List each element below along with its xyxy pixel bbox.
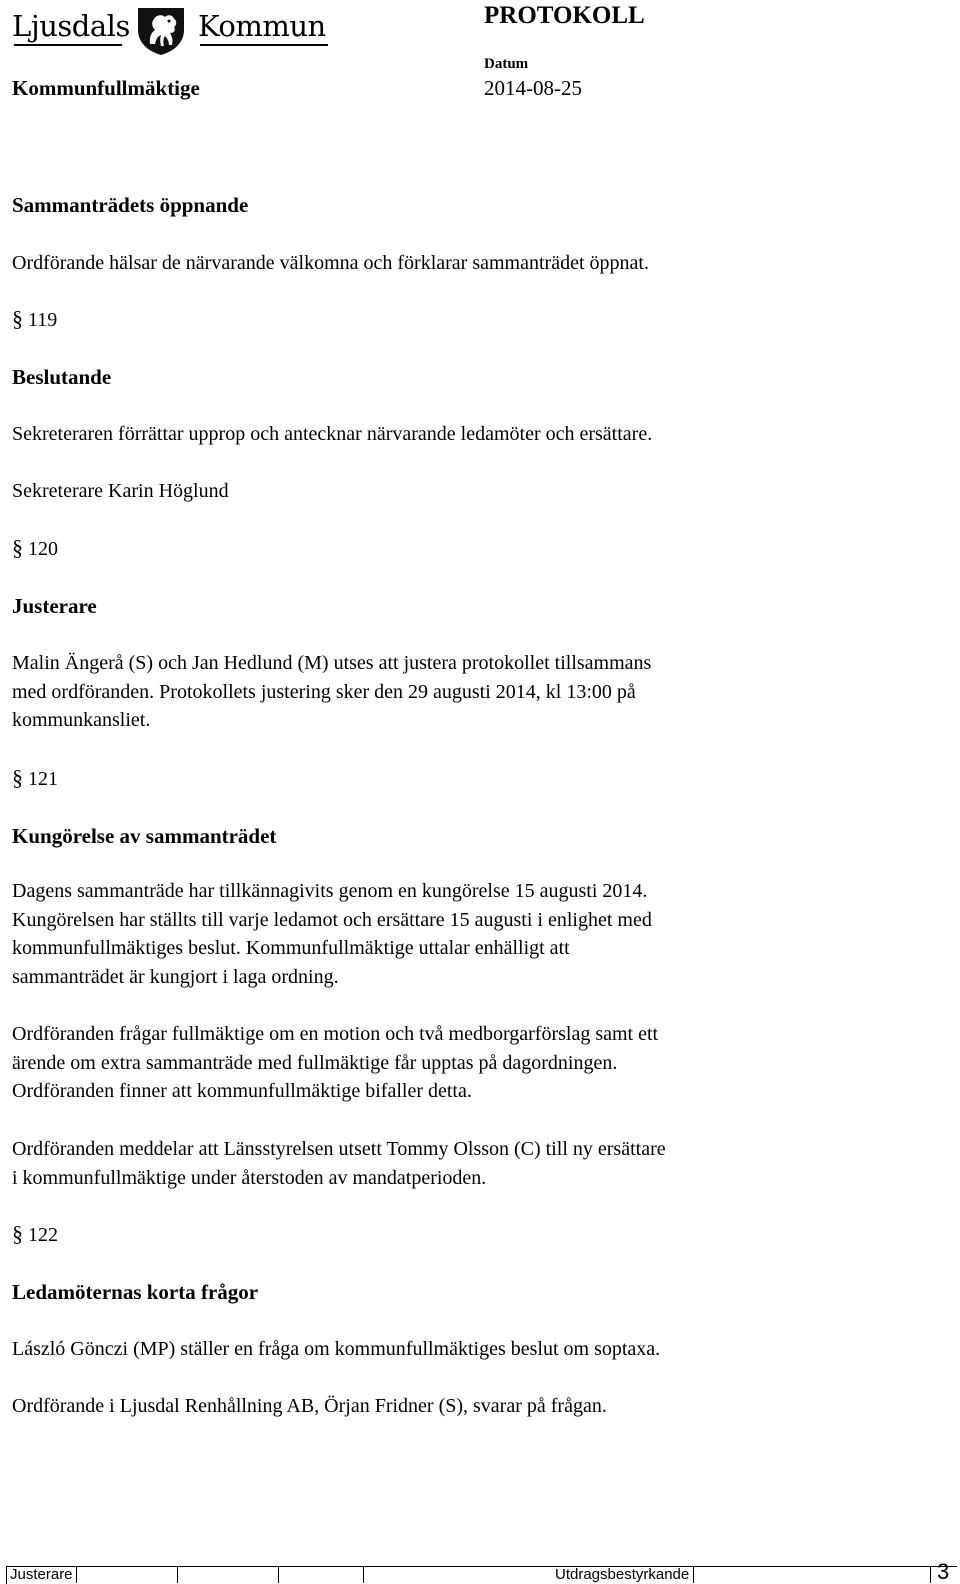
page-number: 3 bbox=[937, 1559, 950, 1584]
section-120-text bbox=[12, 649, 952, 735]
section-sign-icon: § bbox=[12, 1221, 23, 1246]
section-121-paragraph-1 bbox=[12, 877, 952, 992]
section-121-heading: Kungörelse av sammanträdet bbox=[12, 824, 277, 848]
lion-shield-icon bbox=[132, 4, 190, 56]
footer-divider bbox=[76, 1566, 77, 1583]
footer-justerare-label: Justerare bbox=[10, 1566, 73, 1583]
section-119-text: Sekreteraren förrättar upprop och antecknar närvarande ledamöter och ersättare. bbox=[12, 423, 653, 445]
footer-divider bbox=[278, 1566, 279, 1583]
section-number: 120 bbox=[28, 538, 58, 560]
footer-divider bbox=[363, 1566, 364, 1583]
section-122-paragraph-1: László Gönczi (MP) ställer en fråga om kommunfullmäktiges beslut om soptaxa. bbox=[12, 1338, 661, 1360]
logo-text-kommun: Kommun bbox=[198, 9, 326, 43]
body-name: Kommunfullmäktige bbox=[12, 76, 200, 100]
text-line: Malin Ängerå (S) och Jan Hedlund (M) utses att justera protokollet tillsammans bbox=[12, 652, 652, 674]
text-line: Ordföranden meddelar att Länsstyrelsen utsett Tommy Olsson (C) till ny ersättare bbox=[12, 1138, 666, 1160]
footer-divider bbox=[930, 1566, 931, 1583]
text-line: Ordföranden finner att kommunfullmäktige bifaller detta. bbox=[12, 1080, 472, 1103]
text-line: ärende om extra sammanträde med fullmäktige får upptas på dagordningen. bbox=[12, 1051, 618, 1074]
document-type: PROTOKOLL bbox=[484, 2, 645, 29]
section-number: 122 bbox=[28, 1224, 58, 1246]
opening-heading: Sammanträdets öppnande bbox=[12, 193, 249, 217]
section-120 bbox=[12, 534, 58, 563]
text-line: Ordföranden frågar fullmäktige om en motion och två medborgarförslag samt ett bbox=[12, 1023, 659, 1045]
section-119-secretary: Sekreterare Karin Höglund bbox=[12, 480, 229, 502]
section-number: 119 bbox=[28, 309, 58, 331]
text-line: Dagens sammanträde har tillkännagivits genom en kungörelse 15 augusti 2014. bbox=[12, 880, 648, 902]
section-119 bbox=[12, 305, 57, 334]
section-122 bbox=[12, 1220, 58, 1249]
text-line: i kommunfullmäktige under återstoden av mandatperioden. bbox=[12, 1166, 487, 1189]
footer-utdragsbestyrkande-label: Utdragsbestyrkande bbox=[555, 1566, 690, 1583]
section-sign-icon: § bbox=[12, 765, 23, 790]
text-line: kommunkansliet. bbox=[12, 709, 151, 732]
footer-box bbox=[6, 1566, 957, 1584]
logo-underline-right bbox=[200, 44, 328, 46]
section-122-heading: Ledamöternas korta frågor bbox=[12, 1280, 259, 1304]
footer-divider bbox=[693, 1566, 694, 1583]
opening-text: Ordförande hälsar de närvarande välkomna och förklarar sammanträdet öppnat. bbox=[12, 252, 649, 274]
logo-underline-left bbox=[14, 44, 122, 46]
date-label: Datum bbox=[484, 56, 529, 72]
section-sign-icon: § bbox=[12, 535, 23, 560]
section-121-paragraph-3 bbox=[12, 1135, 952, 1192]
section-122-paragraph-2: Ordförande i Ljusdal Renhållning AB, Örjan Fridner (S), svarar på frågan. bbox=[12, 1395, 607, 1417]
text-line: Kungörelsen har ställts till varje ledamot och ersättare 15 augusti i enlighet med bbox=[12, 908, 652, 931]
section-120-heading: Justerare bbox=[12, 594, 97, 618]
section-number: 121 bbox=[28, 768, 58, 790]
text-line: med ordföranden. Protokollets justering sker den 29 augusti 2014, kl 13:00 på bbox=[12, 680, 636, 703]
meeting-date: 2014-08-25 bbox=[484, 76, 582, 100]
section-121 bbox=[12, 764, 58, 793]
section-121-paragraph-2 bbox=[12, 1020, 952, 1106]
text-line: kommunfullmäktiges beslut. Kommunfullmäktige uttalar enhälligt att bbox=[12, 937, 570, 960]
footer-divider bbox=[177, 1566, 178, 1583]
logo-text-ljusdals: Ljusdals bbox=[12, 9, 130, 43]
section-119-heading: Beslutande bbox=[12, 365, 112, 389]
text-line: sammanträdet är kungjort i laga ordning. bbox=[12, 966, 339, 989]
section-sign-icon: § bbox=[12, 306, 23, 331]
